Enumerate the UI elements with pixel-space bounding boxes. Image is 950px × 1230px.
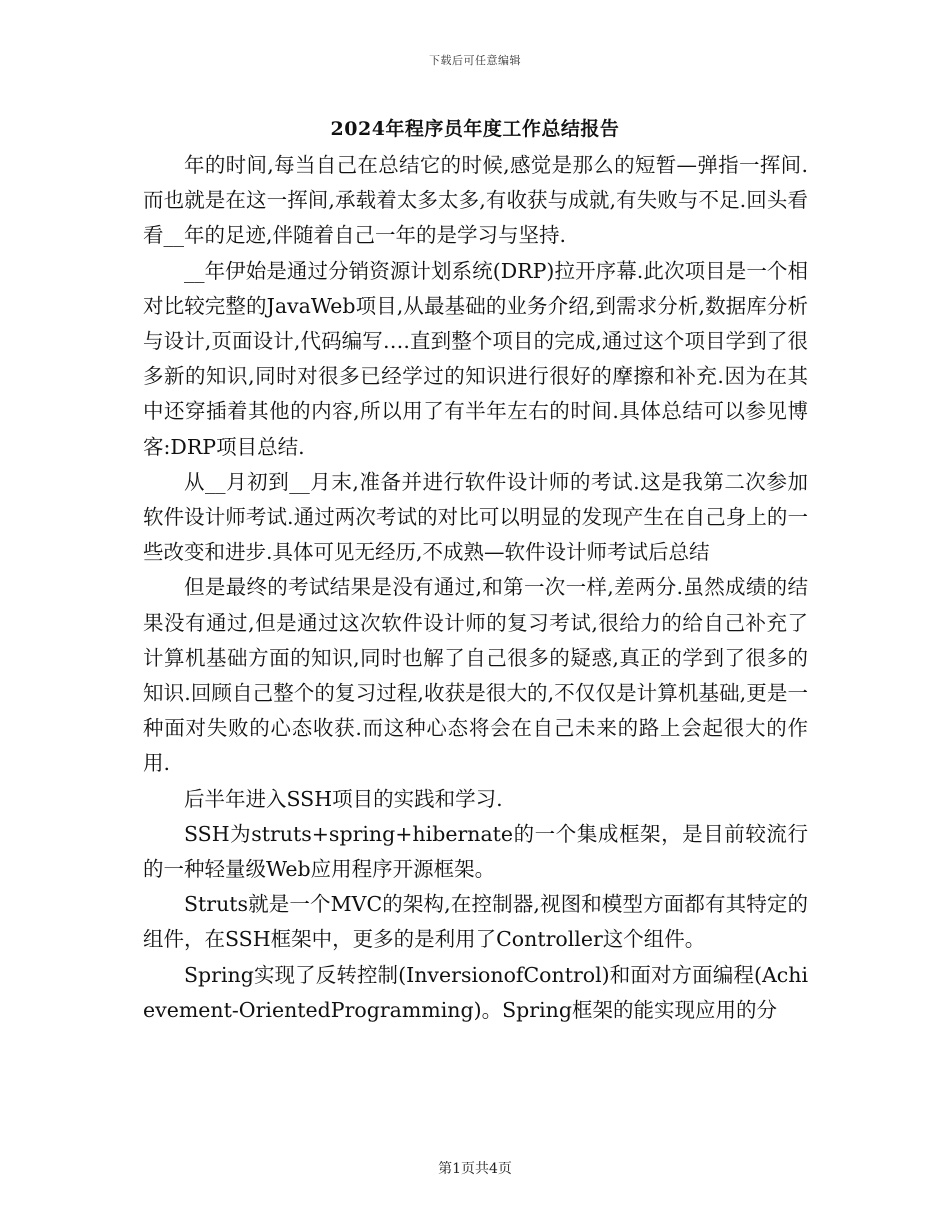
document-title: 2024年程序员年度工作总结报告 [330,118,620,140]
paragraph: __年伊始是通过分销资源计划系统(DRP)拉开序幕.此次项目是一个相对比较完整的JavaWeb项目,从最基础的业务介绍,到需求分析,数据库分析与设计,页面设计,代码编写….直到整个项目的完成,通过这个项目学到了很多新的知识,同时对很多已经学过的知识进行很好的摩擦和补充.因为在其中还穿插着其他的内容,所以用了有半年左右的时间.具体总结可以参见博客:DRP项目总结. [143,258,808,459]
paragraph: SSH为struts+spring+hibernate的一个集成框架，是目前较流行的一种轻量级Web应用程序开源框架。 [143,821,808,882]
paragraph: 年的时间,每当自己在总结它的时候,感觉是那么的短暂—弹指一挥间.而也就是在这一挥间,承载着太多太多,有收获与成就,有失败与不足.回头看看__年的足迹,伴随着自己一年的是学习与坚持. [143,153,808,248]
page-header-note: 下载后可任意编辑 [429,54,521,67]
paragraph: Spring实现了反转控制(InversionofControl)和面对方面编程(Achievement-OrientedProgramming)。Spring框架的能实现应用的分 [143,962,808,1022]
paragraph: 从__月初到__月末,准备并进行软件设计师的考试.这是我第二次参加软件设计师考试.通过两次考试的对比可以明显的发现产生在自己身上的一些改变和进步.具体可见无经历,不成熟—软件设计师考试后总结 [143,469,808,565]
paragraph: 但是最终的考试结果是没有通过,和第一次一样,差两分.虽然成绩的结果没有通过,但是通过这次软件设计师的复习考试,很给力的给自己补充了计算机基础方面的知识,同时也解了自己很多的疑惑,真正的学到了很多的知识.回顾自己整个的复习过程,收获是很大的,不仅仅是计算机基础,更是一种面对失败的心态收获.而这种心态将会在自己未来的路上会起很大的作用. [143,575,808,776]
paragraph: 后半年进入SSH项目的实践和学习. [184,786,503,811]
paragraph: Struts就是一个MVC的架构,在控制器,视图和模型方面都有其特定的组件，在SSH框架中，更多的是利用了Controller这个组件。 [143,892,808,952]
document-body [143,148,808,1028]
page-number-footer: 第1页共4页 [438,1161,512,1177]
